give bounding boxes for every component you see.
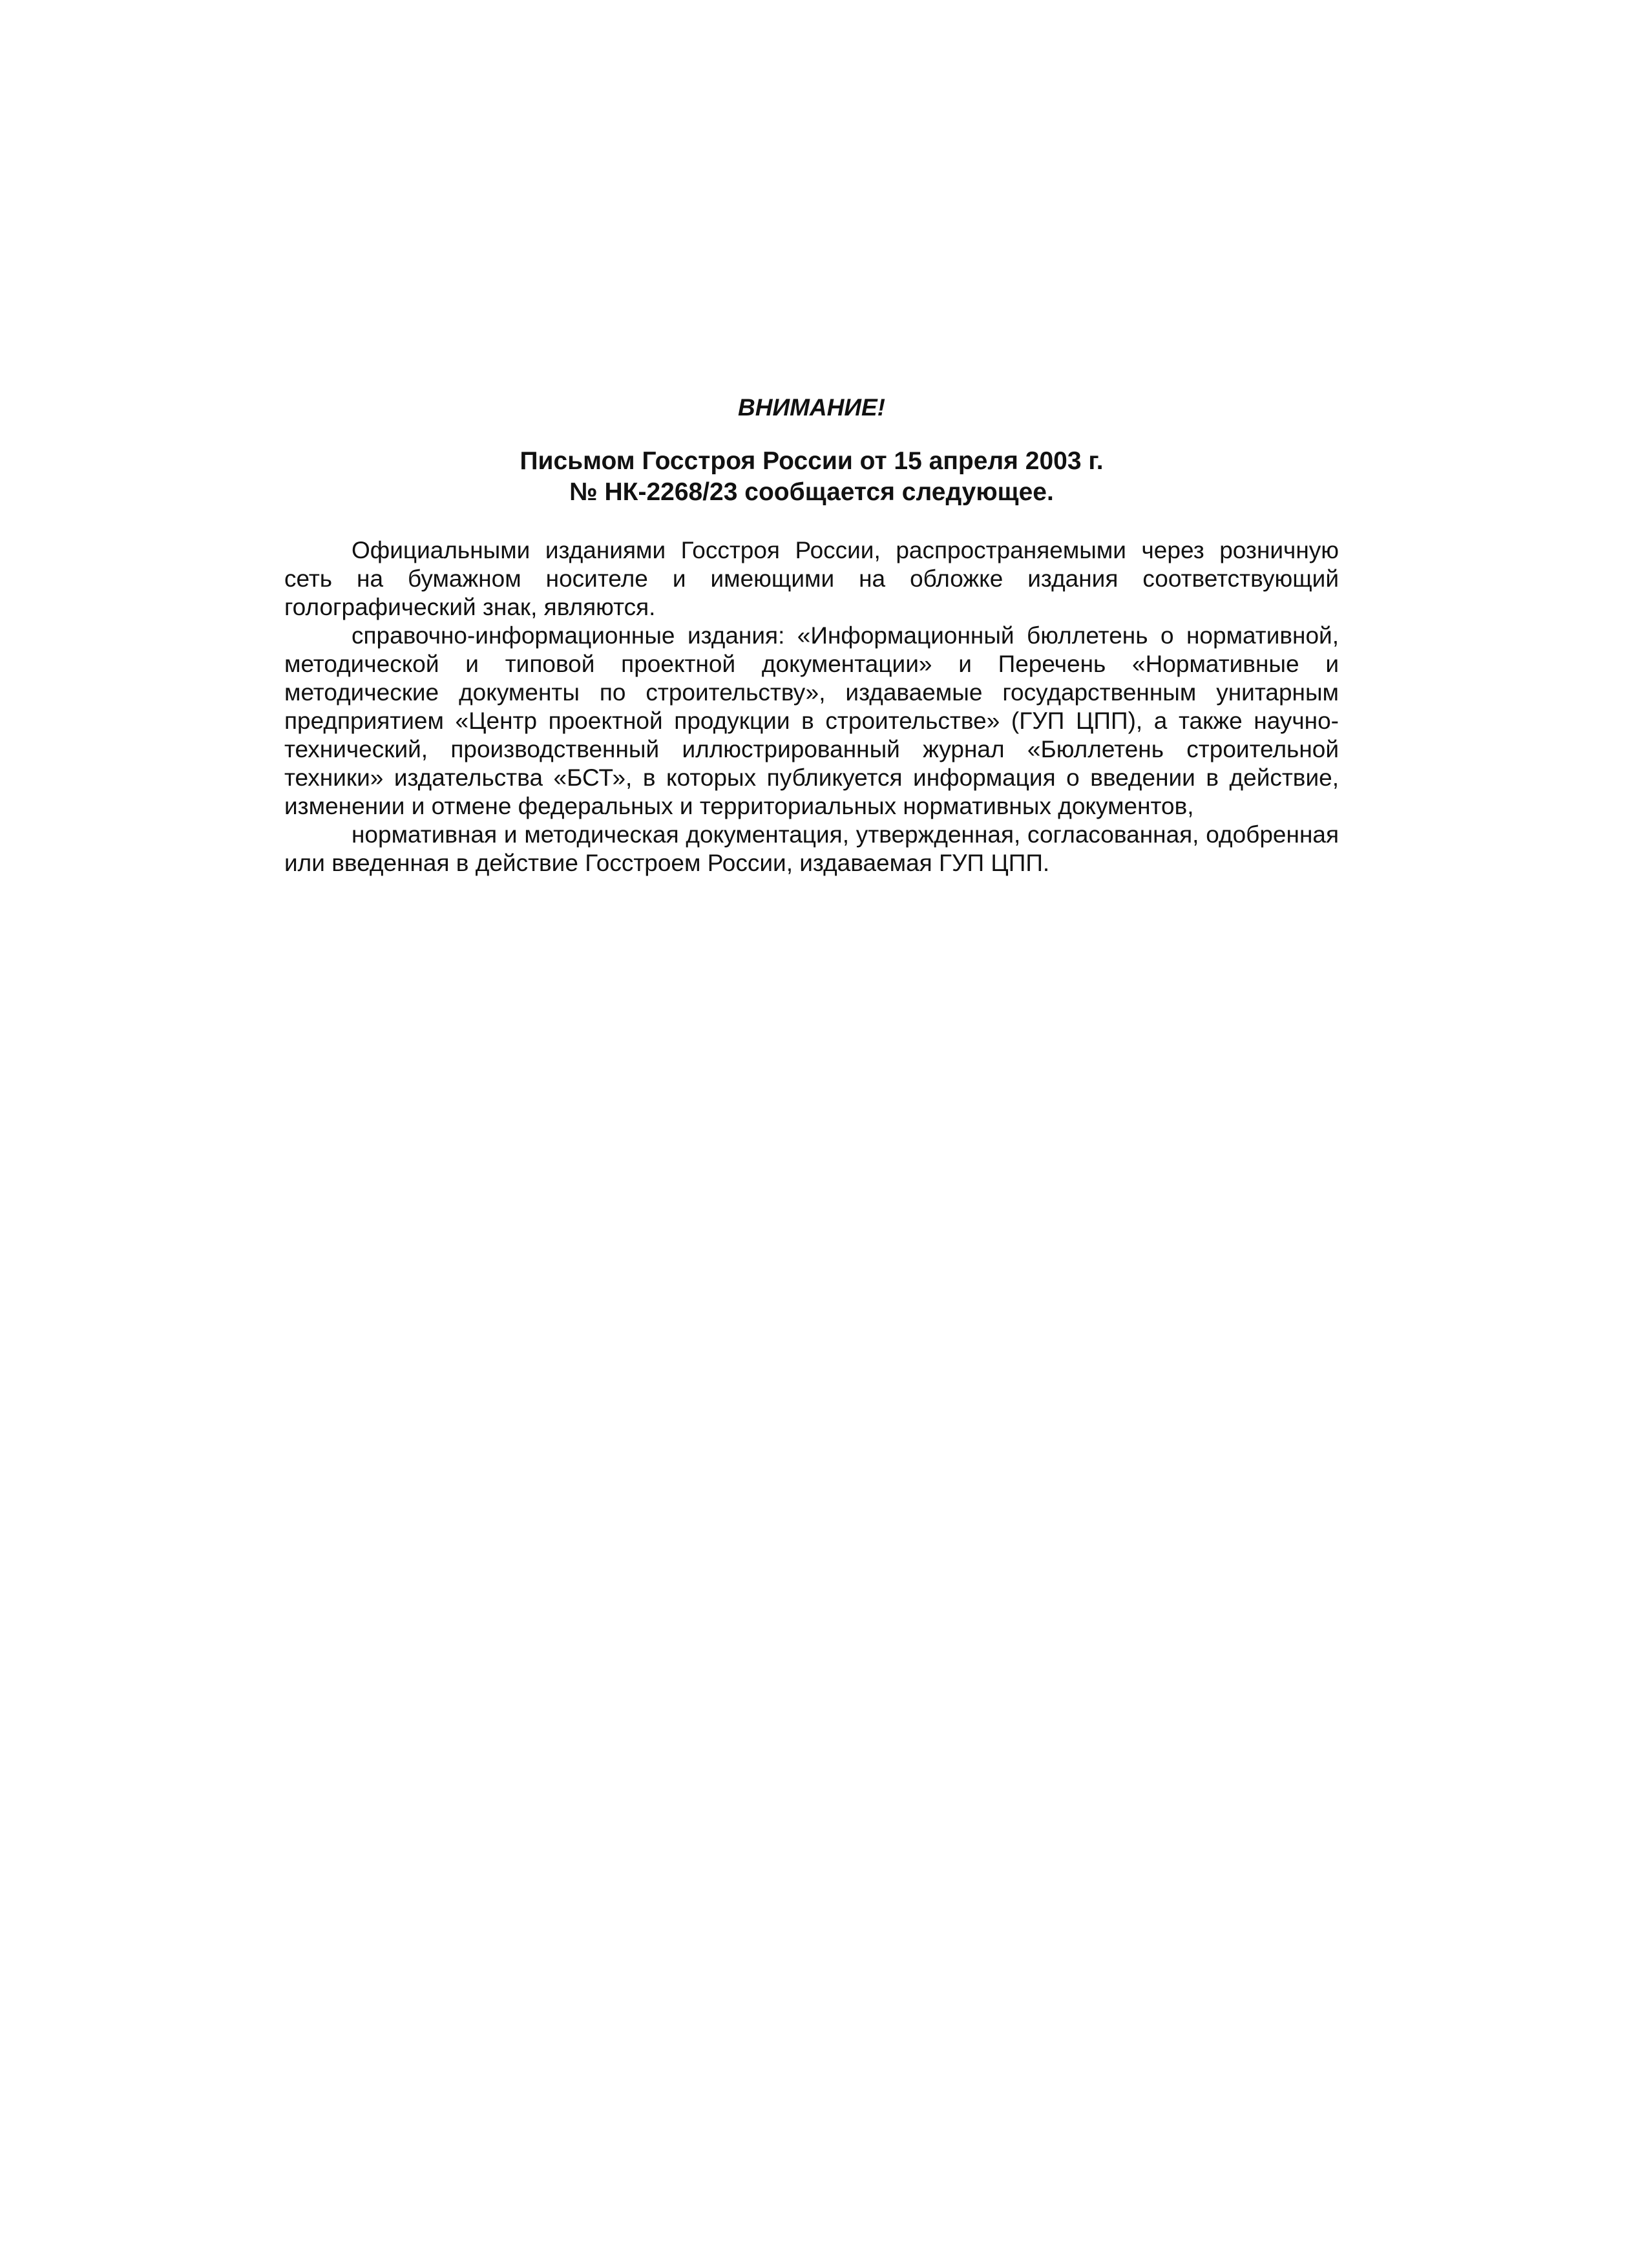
attention-heading: ВНИМАНИЕ! xyxy=(738,394,885,421)
letter-heading xyxy=(284,446,1339,508)
letter-heading-line-2: № НК-2268/23 сообщается следующее. xyxy=(569,478,1054,506)
notice-block xyxy=(284,393,1339,877)
letter-heading-line-1: Письмом Госстроя России от 15 апреля 2003 г. xyxy=(520,447,1104,475)
paragraph-normative-documentation: нормативная и методическая документация, утвержденная, согласованная, одобренная или введенная в действие Госстроем России, издаваемая ГУП ЦПП. xyxy=(284,821,1339,876)
paragraph-official-publications: Официальными изданиями Госстроя России, распространяемыми через розничную сеть на бумажном носителе и имеющими на обложке издания соответствующий голографический знак, являются. xyxy=(284,537,1339,620)
paragraph-reference-publications: справочно-информационные издания: «Информационный бюллетень о нормативной, методической и типовой проектной документации» и Перечень «Нормативные и методические документы по строительству», издаваемые государственным унитарным предприятием «Центр проектной продукции в строительстве» (ГУП ЦПП), а также научно-технический, производственный иллюстрированный журнал «Бюллетень строительной техники» издательства «БСТ», в которых публикуется информация о введении в действие, изменении и отмене федеральных и территориальных нормативных документов, xyxy=(284,622,1339,819)
